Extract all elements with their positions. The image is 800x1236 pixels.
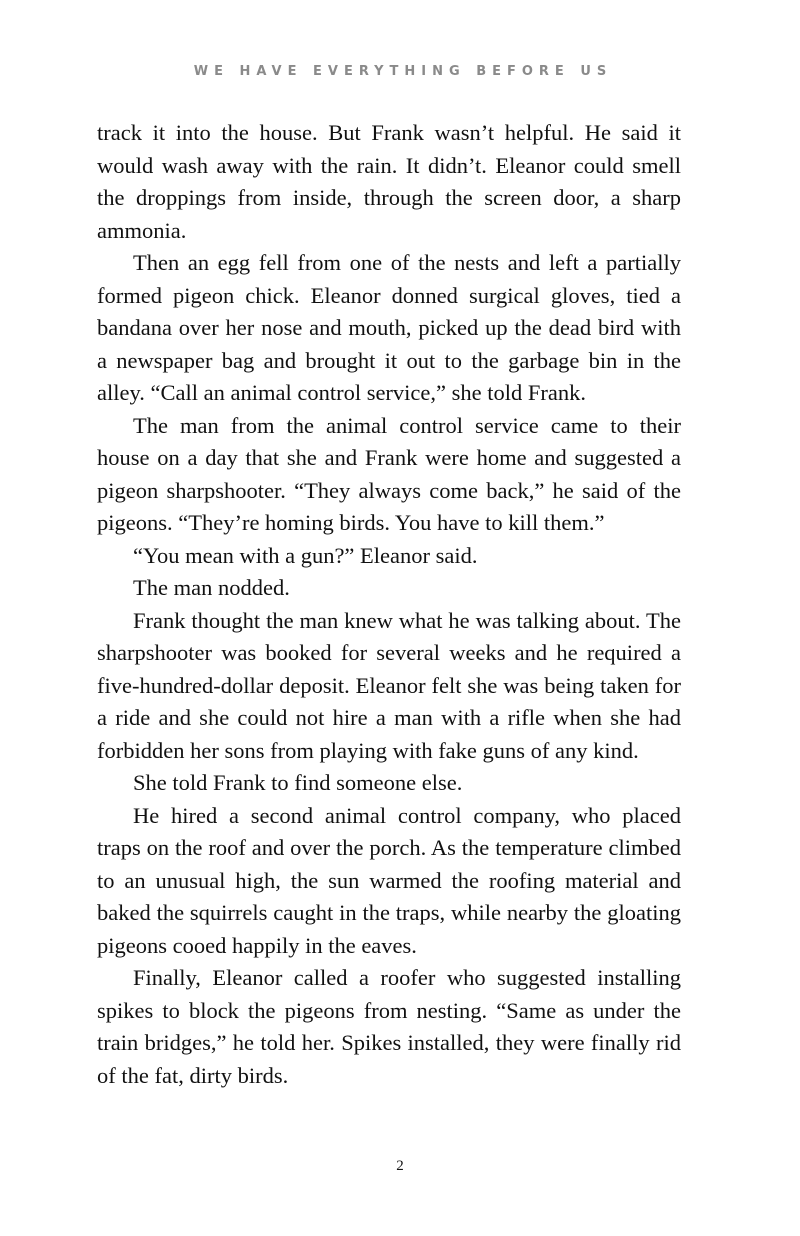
page-number: 2 [396,1158,404,1174]
paragraph: “You mean with a gun?” Eleanor said. [133,542,478,568]
paragraph: Frank thought the man knew what he was talking about. The sharpshooter was booked for several weeks and he required a five-hundred-dollar deposit. Eleanor felt she was being taken for a ride and she could not hire a man with a rifle when she had forbidden her sons from playing with fake guns of any kind. [97,607,681,763]
paragraph: The man nodded. [133,575,290,600]
paragraph: She told Frank to find someone else. [133,770,463,795]
paragraph: The man from the animal control service came to their house on a day that she and Frank were home and suggested a pigeon sharpshooter. “They always come back,” he said of the pigeons. “They’re homing birds. You have to kill them.” [97,412,681,535]
paragraph: Finally, Eleanor called a roofer who suggested installing spikes to block the pigeons from nesting. “Same as under the train bridges,” he told her. Spikes installed, they were finally rid of the fat, dirty birds. [97,965,681,1088]
paragraph: track it into the house. But Frank wasn’t helpful. He said it would wash away with the rain. It didn’t. Eleanor could smell the droppings from inside, through the screen door, a sharp ammonia. [97,120,681,243]
running-head: WE HAVE EVERYTHING BEFORE US [193,64,613,79]
body-text [97,117,681,1092]
paragraph: He hired a second animal control company, who placed traps on the roof and over the porch. As the temperature climbed to an unusual high, the sun warmed the roofing material and baked the squirrels caught in the traps, while nearby the gloating pigeons cooed happily in the eaves. [97,802,681,958]
paragraph: Then an egg fell from one of the nests and left a partially formed pigeon chick. Eleanor donned surgical gloves, tied a bandana over her nose and mouth, picked up the dead bird with a newspaper bag and brought it out to the garbage bin in the alley. “Call an animal control service,” she told Frank. [97,250,681,405]
